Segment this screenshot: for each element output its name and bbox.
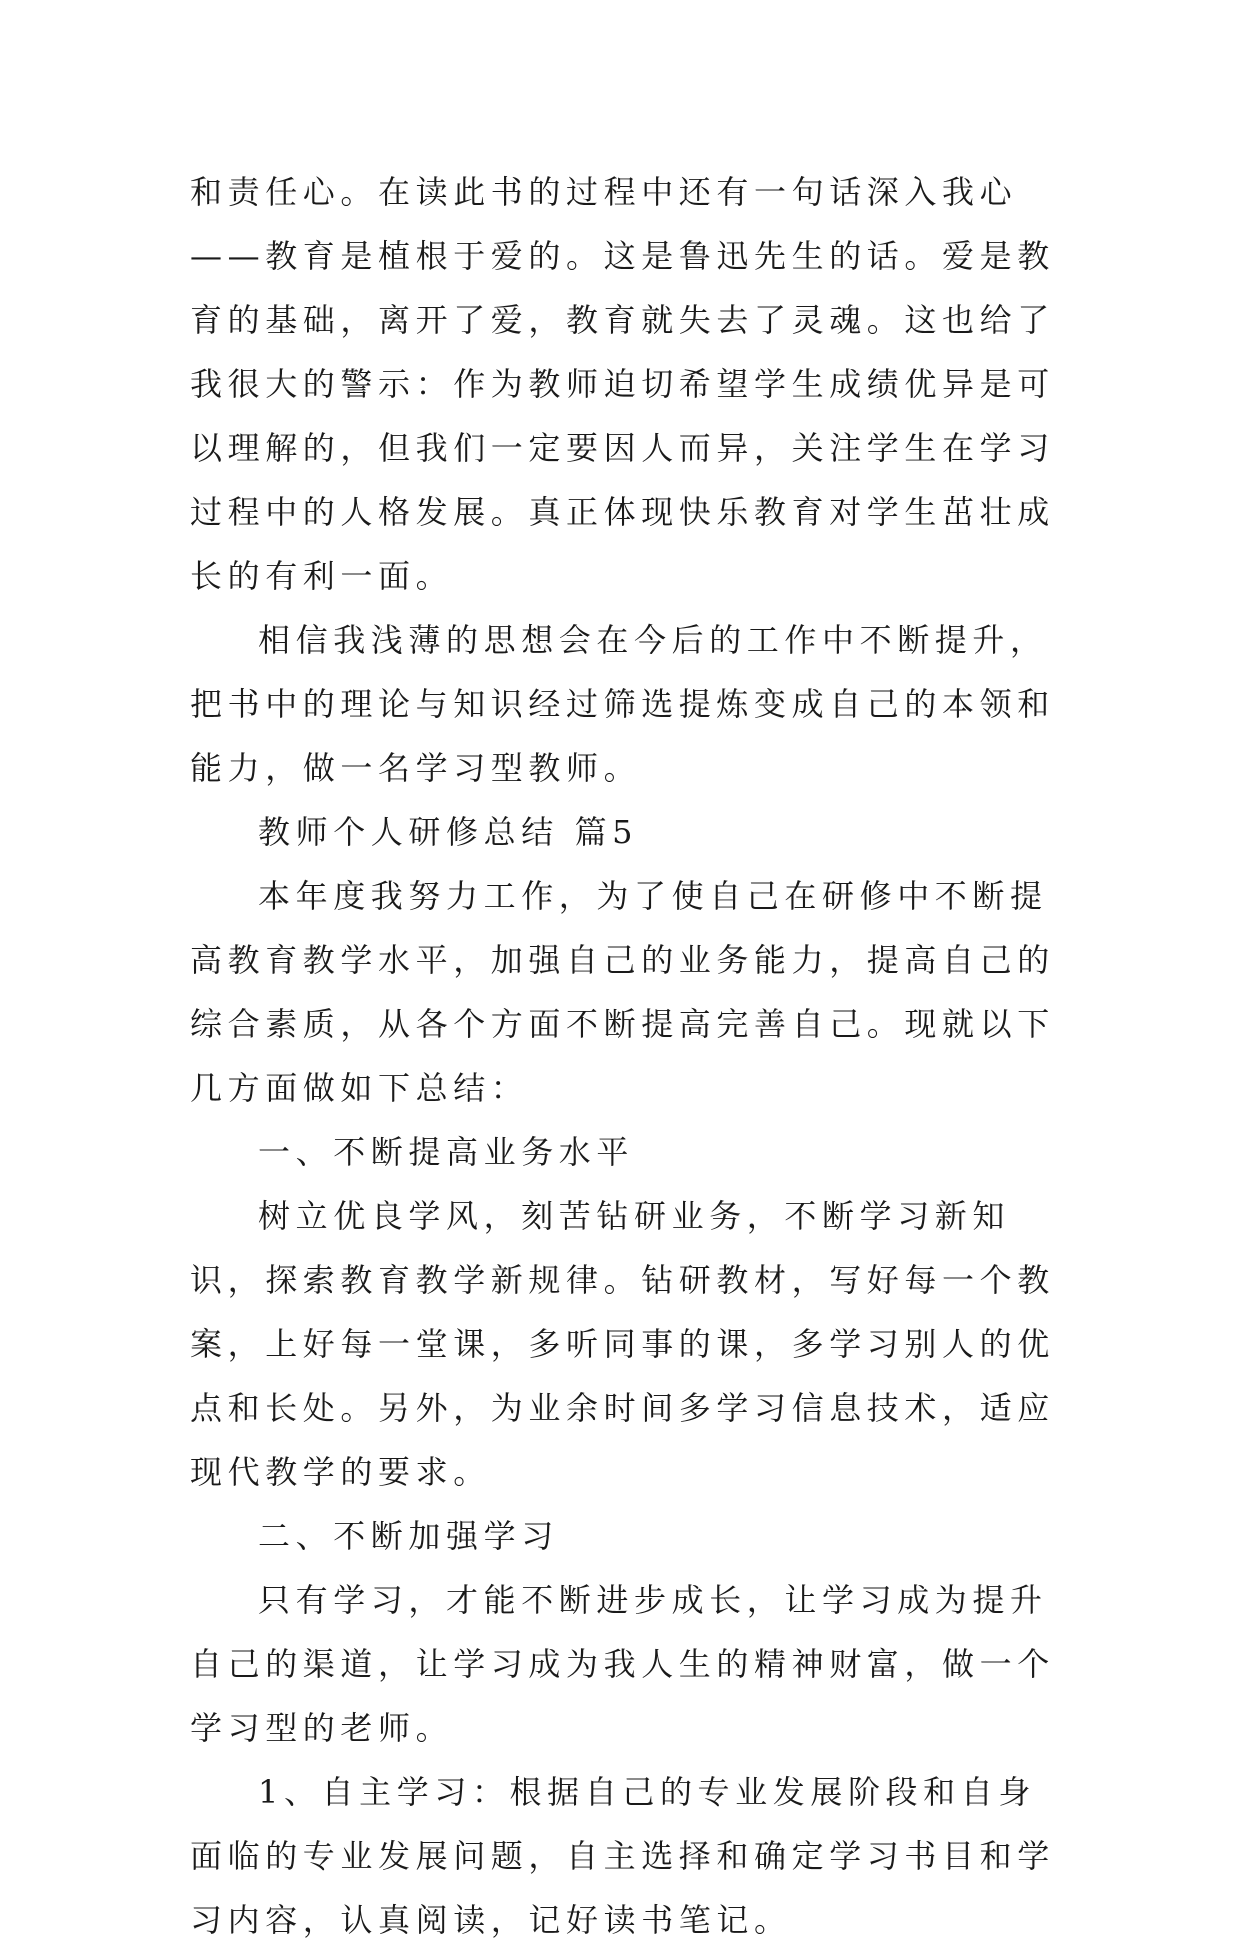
paragraph-business-level: 树立优良学风，刻苦钻研业务，不断学习新知识，探索教育教学新规律。钻研教材，写好每一个教案，上好每一堂课，多听同事的课，多学习别人的优点和长处。另外，为业余时间多学习信息技术，适应现代教学的要求。 (190, 1197, 1055, 1491)
heading-business-level: 一、不断提高业务水平 (258, 1133, 635, 1171)
paragraph-belief: 相信我浅薄的思想会在今后的工作中不断提升，把书中的理论与知识经过筛选提炼变成自己的本领和能力，做一名学习型教师。 (190, 621, 1055, 787)
paragraph-continuation: 和责任心。在读此书的过程中还有一句话深入我心——教育是植根于爱的。这是鲁迅先生的话。爱是教育的基础，离开了爱，教育就失去了灵魂。这也给了我很大的警示：作为教师迫切希望学生成绩优异是可以理解的，但我们一定要因人而异，关注学生在学习过程中的人格发展。真正体现快乐教育对学生茁壮成长的有利一面。 (190, 173, 1055, 595)
paragraph-self-study: 1、自主学习：根据自己的专业发展阶段和自身面临的专业发展问题，自主选择和确定学习书目和学习内容，认真阅读，记好读书笔记。 (190, 1773, 1055, 1939)
paragraph-learning: 只有学习，才能不断进步成长，让学习成为提升自己的渠道，让学习成为我人生的精神财富，做一个学习型的老师。 (190, 1581, 1055, 1747)
document-body (190, 160, 1060, 1952)
section-title-5: 教师个人研修总结 篇5 (258, 813, 639, 851)
paragraph-intro: 本年度我努力工作，为了使自己在研修中不断提高教育教学水平，加强自己的业务能力，提高自己的综合素质，从各个方面不断提高完善自己。现就以下几方面做如下总结： (190, 877, 1055, 1107)
heading-learning: 二、不断加强学习 (258, 1517, 559, 1555)
